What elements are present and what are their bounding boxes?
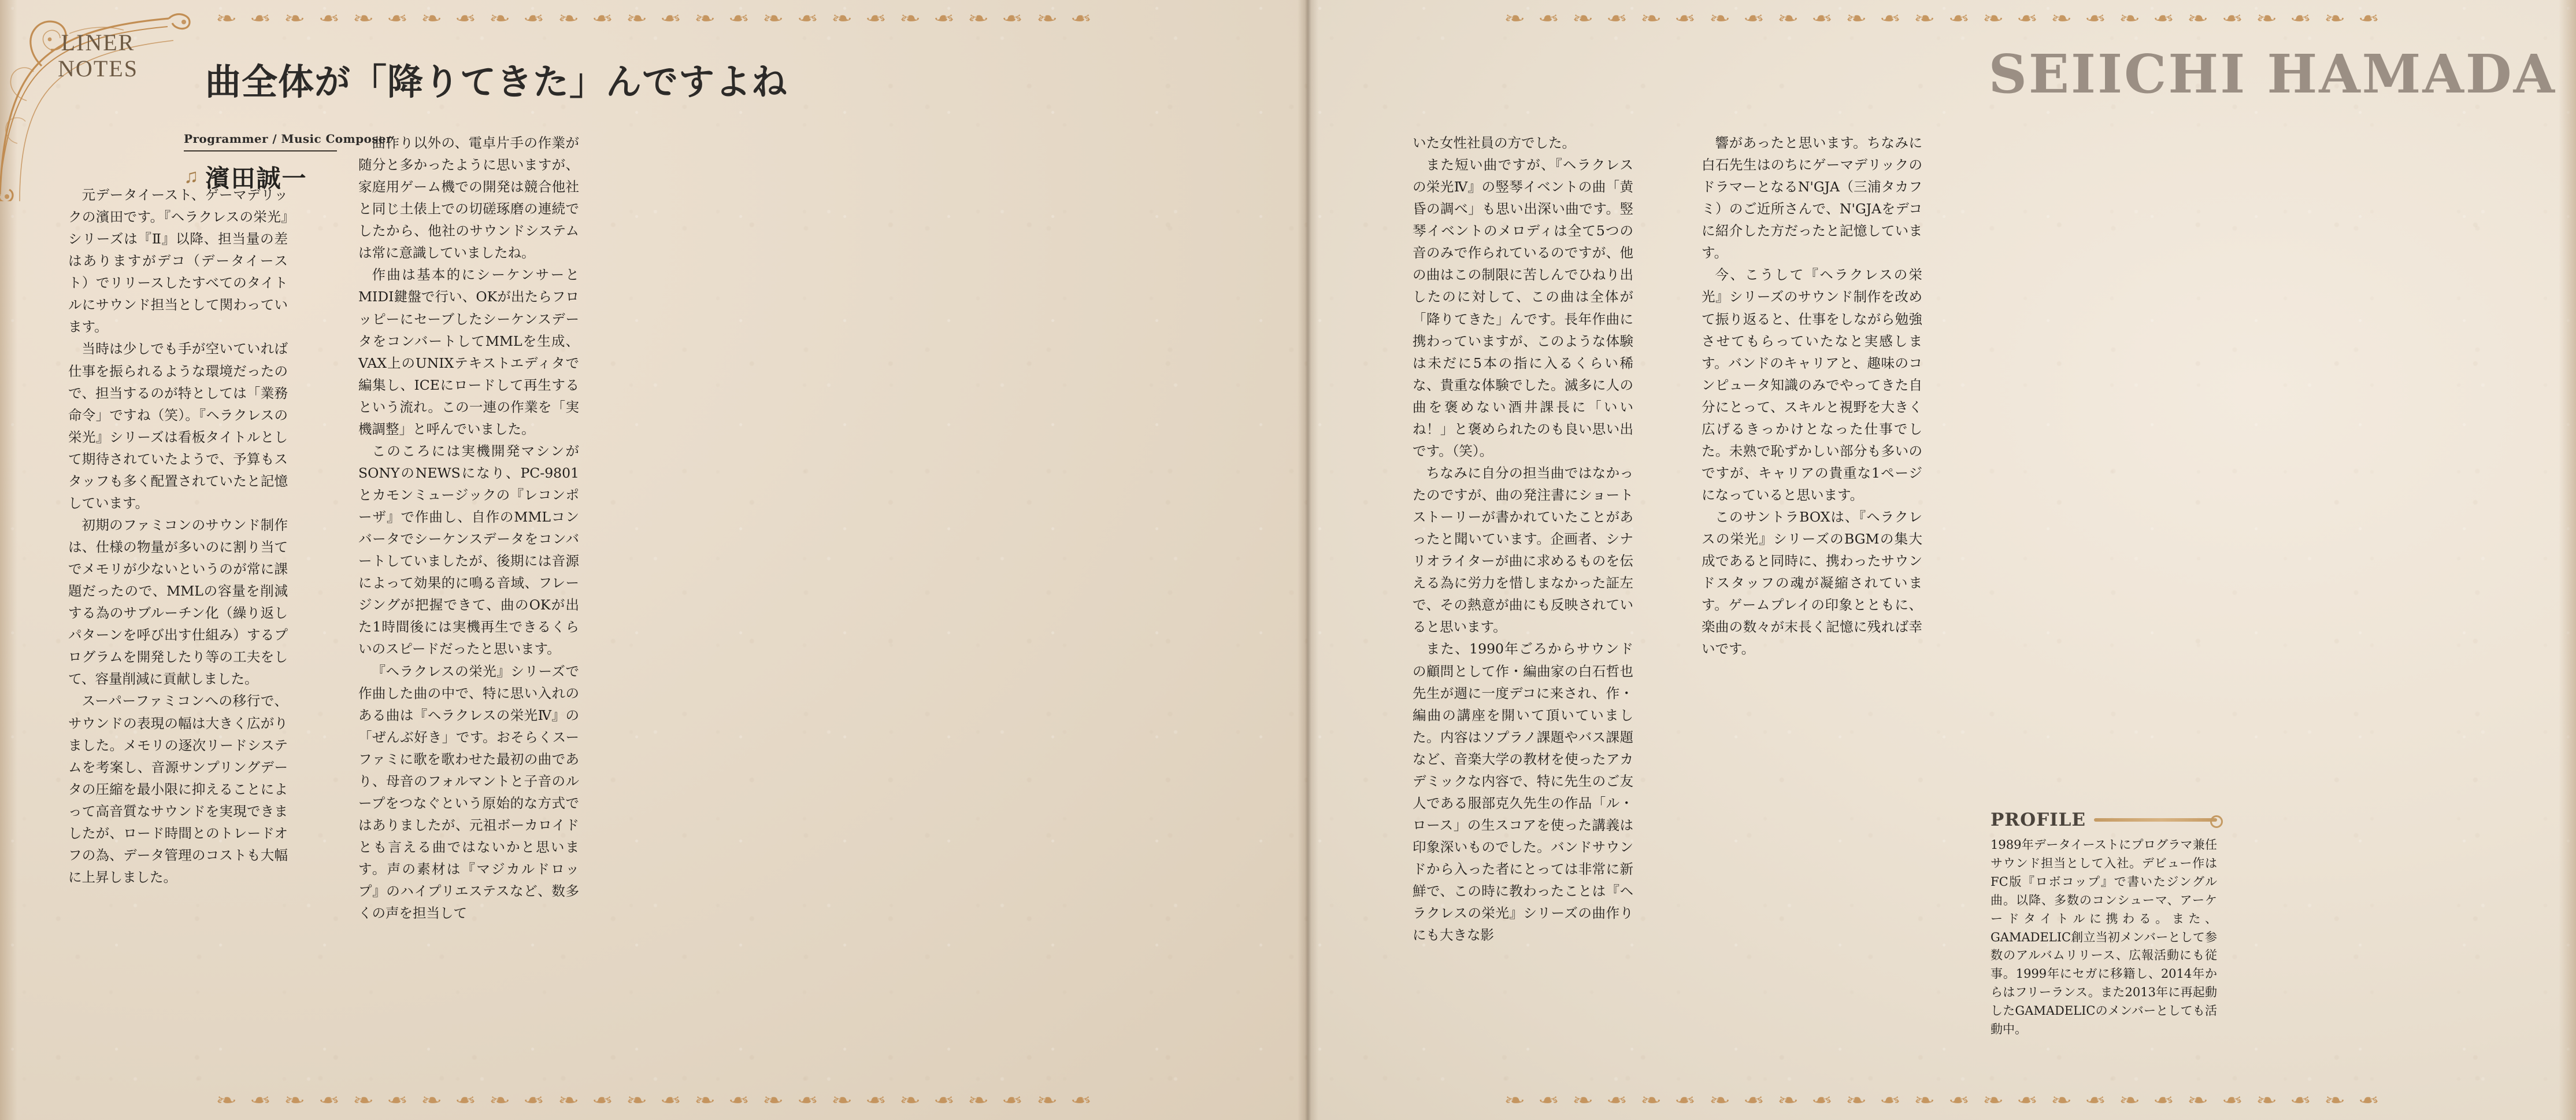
profile-body (1991, 836, 2217, 1039)
liner-notes-line-1: LINER (61, 29, 135, 56)
ornament-motif: ❧ (694, 9, 716, 28)
ornament-motif: ❧ (796, 1091, 818, 1110)
ornament-motif: ❧ (1948, 1091, 1970, 1110)
ornament-motif: ❧ (1777, 9, 1799, 28)
ornament-motif: ❧ (352, 1091, 375, 1110)
ornament-motif: ❧ (933, 1091, 955, 1110)
ornament-motif: ❧ (591, 1091, 614, 1110)
ornament-motif: ❧ (454, 1091, 477, 1110)
ornament-band-top-right (1307, 6, 2576, 32)
ornament-motif: ❧ (933, 9, 955, 28)
ornament-motif: ❧ (1571, 1091, 1594, 1110)
ornament-motif: ❧ (625, 9, 648, 28)
ornament-motif: ❧ (625, 1091, 648, 1110)
ornament-motif: ❧ (762, 1091, 784, 1110)
ornament-motif: ❧ (967, 1091, 989, 1110)
ornament-motif: ❧ (1002, 9, 1024, 28)
body-paragraph: 今、こうして『ヘラクレスの栄光』シリーズのサウンド制作を改めて振り返ると、仕事をしながら勉強させてもらっていたなと実感します。バンドのキャリアと、趣味のコンピュータ知識のみでやってきた自分にとって、スキルと視野を大きく広げるきっかけとなった仕事でした。未熟で恥ずかしい部分も多いのですが、キャリアの貴重な1ページになっていると思います。 (1702, 267, 1922, 503)
byline-author-name: 濱田誠一 (205, 164, 307, 193)
ornament-motif: ❧ (1879, 1091, 1902, 1110)
ornament-motif: ❧ (728, 1091, 750, 1110)
ornament-motif: ❧ (2358, 9, 2380, 28)
page-edge-shadow-right (2559, 0, 2576, 1120)
ornament-band-bottom-left (0, 1088, 1307, 1114)
ornament-motif: ❧ (591, 9, 614, 28)
article-headline: 曲全体が「降りてきた」んですよね (205, 61, 788, 103)
ornament-motif: ❧ (1914, 1091, 1936, 1110)
text-column-right-1 (1413, 132, 1633, 946)
body-paragraph: このころには実機開発マシンがSONYのNEWSになり、PC-9801とカモンミュージックの『レコンポーザ』で作曲し、自作のMMLコンバータでシーケンスデータをコンバートしていましたが、後期には音源によって効果的に鳴る音域、フレージングが把握できて、曲のOKが出た1時間後には実機再生できるくらいのスピードだったと思います。 (358, 442, 579, 657)
ornament-motif: ❧ (386, 9, 409, 28)
ornament-motif: ❧ (2358, 1091, 2380, 1110)
ornament-motif: ❧ (1879, 9, 1902, 28)
ornament-motif: ❧ (1982, 1091, 2004, 1110)
byline-role: Programmer / Music Composer (184, 132, 392, 146)
profile-block (1991, 809, 2217, 1039)
right-page (1307, 0, 2576, 1120)
ornament-motif: ❧ (2255, 1091, 2278, 1110)
ornament-motif: ❧ (1503, 1091, 1526, 1110)
ornament-motif: ❧ (2323, 9, 2346, 28)
ornament-motif: ❧ (2050, 9, 2073, 28)
ornament-motif: ❧ (215, 1091, 238, 1110)
ornament-motif: ❧ (318, 9, 340, 28)
ornament-motif: ❧ (420, 9, 443, 28)
ornament-motif: ❧ (318, 1091, 340, 1110)
ornament-motif: ❧ (2153, 1091, 2175, 1110)
ornament-motif: ❧ (1743, 1091, 1765, 1110)
ornament-motif: ❧ (2084, 1091, 2107, 1110)
ornament-motif: ❧ (1640, 1091, 1662, 1110)
ornament-motif: ❧ (2187, 1091, 2209, 1110)
body-paragraph: いた女性社員の方でした。 (1413, 135, 1576, 151)
ornament-motif: ❧ (2289, 1091, 2312, 1110)
ornament-motif: ❧ (250, 1091, 272, 1110)
ornament-motif: ❧ (1811, 1091, 1833, 1110)
ornament-motif: ❧ (1674, 1091, 1696, 1110)
body-paragraph: 当時は少しでも手が空いていれば仕事を振られるような環境だったので、担当するのが特としては「業務命令」ですね（笑）。『ヘラクレスの栄光』シリーズは看板タイトルとして期待されていたようで、予算もスタッフも多く配置されていたと記憶しています。 (68, 341, 288, 511)
ornament-motif: ❧ (659, 1091, 682, 1110)
ornament-motif: ❧ (1002, 1091, 1024, 1110)
artist-name-title: SEIICHI HAMADA (1988, 43, 2556, 105)
ornament-motif: ❧ (1503, 9, 1526, 28)
ornament-motif: ❧ (352, 9, 375, 28)
ornament-motif: ❧ (1571, 9, 1594, 28)
byline-divider (184, 150, 337, 151)
body-paragraph: 曲作り以外の、電卓片手の作業が随分と多かったように思いますが、家庭用ゲーム機での開発は競合他社と同じ土俵上での切磋琢磨の連続でしたから、他社のサウンドシステムは常に意識していましたね。 (358, 135, 579, 261)
ornament-motif: ❧ (2221, 9, 2244, 28)
ornament-motif: ❧ (250, 9, 272, 28)
ornament-motif: ❧ (1640, 9, 1662, 28)
ornament-motif: ❧ (2118, 9, 2141, 28)
ornament-motif: ❧ (2153, 9, 2175, 28)
ornament-motif: ❧ (2050, 1091, 2073, 1110)
profile-text: 1989年データイーストにプログラマ兼任サウンド担当として入社。デビュー作はFC版『ロボコップ』で書いたジングル曲。以降、多数のコンシューマ、アーケードタイトルに携わる。また、GAMADELIC創立当初メンバーとして参数のアルバムリリース、広報活動にも従事。1999年にセガに移籍し、2014年からはフリーランス。また2013年に再起動したGAMADELICのメンバーとしても活動中。 (1991, 838, 2217, 1037)
body-paragraph: このサントラBOXは、『ヘラクレスの栄光』シリーズのBGMの集大成であると同時に、携わったサウンドスタッフの魂が凝縮されています。ゲームプレイの印象とともに、楽曲の数々が末長く記憶に残れば幸いです。 (1702, 509, 1922, 657)
profile-title: PROFILE (1991, 809, 2086, 830)
byline-name-row (184, 160, 337, 194)
ornament-motif: ❧ (215, 9, 238, 28)
ornament-motif: ❧ (2323, 1091, 2346, 1110)
ornament-motif: ❧ (1743, 9, 1765, 28)
ornament-motif: ❧ (489, 9, 511, 28)
ornament-motif: ❧ (1036, 9, 1058, 28)
ornament-motif: ❧ (2118, 1091, 2141, 1110)
ornament-motif: ❧ (523, 1091, 545, 1110)
ornament-motif: ❧ (1537, 1091, 1560, 1110)
ornament-motif: ❧ (694, 1091, 716, 1110)
liner-notes-badge (36, 30, 160, 82)
ornament-motif: ❧ (1070, 9, 1092, 28)
ornament-motif: ❧ (1070, 1091, 1092, 1110)
ornament-motif: ❧ (899, 9, 921, 28)
ornament-motif: ❧ (865, 1091, 887, 1110)
ornament-motif: ❧ (1845, 9, 1867, 28)
ornament-motif: ❧ (386, 1091, 409, 1110)
body-paragraph: 作曲は基本的にシーケンサーとMIDI鍵盤で行い、OKが出たらフロッピーにセーブしたシーケンスデータをコンバートしてMMLを生成、VAX上のUNIXテキストエディタで編集し、ICEにロードして再生するという流れ。この一連の作業を「実機調整」と呼んでいました。 (358, 267, 579, 437)
ornament-motif: ❧ (1845, 1091, 1867, 1110)
body-paragraph: ちなみに自分の担当曲ではなかったのですが、曲の発注書にショートストーリーが書かれていたことがあったと聞いています。企画者、シナリオライターが曲に求めるものを伝える為に労力を惜しまなかった証左で、その熱意が曲にも反映されていると思います。 (1413, 464, 1633, 635)
text-column-right-2 (1702, 132, 1922, 660)
ornament-motif: ❧ (1708, 9, 1730, 28)
ornament-motif: ❧ (2016, 9, 2038, 28)
ornament-motif: ❧ (831, 1091, 853, 1110)
ornament-motif: ❧ (557, 1091, 580, 1110)
body-paragraph: 響があったと思います。ちなみに白石先生はのちにゲーマデリックのドラマーとなるN'GJA（三浦タカフミ）のご近所さんで、N'GJAをデコに紹介した方だったと記憶しています。 (1702, 135, 1922, 261)
ornament-motif: ❧ (1811, 9, 1833, 28)
ornament-motif: ❧ (1777, 1091, 1799, 1110)
ornament-motif: ❧ (1606, 9, 1628, 28)
ornament-motif: ❧ (865, 9, 887, 28)
text-column-left-1 (68, 184, 288, 888)
ornament-motif: ❧ (762, 9, 784, 28)
ornament-motif: ❧ (899, 1091, 921, 1110)
ornament-motif: ❧ (2084, 9, 2107, 28)
ornament-motif: ❧ (2187, 9, 2209, 28)
ornament-motif: ❧ (659, 9, 682, 28)
ornament-motif: ❧ (796, 9, 818, 28)
ornament-band-bottom-right (1307, 1088, 2576, 1114)
body-paragraph: 元データイースト、ゲーマデリックの濱田です。『ヘラクレスの栄光』シリーズは『Ⅱ』以降、担当量の差はありますがデコ（データイースト）でリリースしたすべてのタイトルにサウンド担当として関わっています。 (68, 187, 288, 335)
ornament-motif: ❧ (284, 1091, 306, 1110)
body-paragraph: 初期のファミコンのサウンド制作は、仕様の物量が多いのに割り当てでメモリが少ないというのが常に課題だったので、MMLの容量を削減する為のサブルーチン化（繰り返しパターンを呼び出す仕組み）するプログラムを開発したり等の工夫をして、容量削減に貢献しました。 (68, 516, 288, 687)
ornament-motif: ❧ (1674, 9, 1696, 28)
profile-header (1991, 809, 2217, 830)
ornament-motif: ❧ (1982, 9, 2004, 28)
ornament-motif: ❧ (420, 1091, 443, 1110)
liner-notes-line-2: NOTES (58, 55, 138, 82)
profile-divider (2094, 818, 2217, 822)
body-paragraph: また、1990年ごろからサウンドの顧問として作・編曲家の白石哲也先生が週に一度デコに来され、作・編曲の講座を開いて頂いていました。内容はソプラノ課題やバス課題など、音楽大学の教材を使ったアカデミックな内容で、特に先生のご友人である服部克久先生の作品「ル・ロース」の生スコアを使った講義は印象深いものでした。バンドサウンドから入った者にとっては非常に新鮮で、この時に教わったことは『ヘラクレスの栄光』シリーズの曲作りにも大きな影 (1413, 641, 1633, 944)
ornament-motif: ❧ (831, 9, 853, 28)
ornament-motif: ❧ (2289, 9, 2312, 28)
ornament-motif: ❧ (523, 9, 545, 28)
ornament-motif: ❧ (728, 9, 750, 28)
ornament-motif: ❧ (2255, 9, 2278, 28)
ornament-motif: ❧ (2221, 1091, 2244, 1110)
body-paragraph: また短い曲ですが、『ヘラクレスの栄光Ⅳ』の竪琴イベントの曲「黄昏の調べ」も思い出深い曲です。竪琴イベントのメロディは全て5つの音のみで作られているのですが、他の曲はこの制限に苦しんでひねり出したのに対して、この曲は全体が「降りてきた」んです。長年作曲に携わっていますが、このような体験は未だに5本の指に入るくらい稀な、貴重な体験でした。滅多に人の曲を褒めない酒井課長に「いいね！」と褒められたのも良い思い出です。（笑）。 (1413, 157, 1633, 459)
byline-block (184, 132, 392, 194)
ornament-motif: ❧ (284, 9, 306, 28)
ornament-motif: ❧ (1948, 9, 1970, 28)
ornament-motif: ❧ (1537, 9, 1560, 28)
ornament-motif: ❧ (454, 9, 477, 28)
body-paragraph: スーパーファミコンへの移行で、サウンドの表現の幅は大きく広がりました。メモリの逐次リードシステムを考案し、音源サンプリングデータの圧縮を最小限に抑えることによって高音質なサウンドを実現できましたが、ロード時間とのトレードオフの為、データ管理のコストも大幅に上昇しました。 (68, 693, 288, 885)
ornament-motif: ❧ (1606, 1091, 1628, 1110)
ornament-motif: ❧ (967, 9, 989, 28)
music-note-icon: ♫ (184, 166, 199, 187)
ornament-motif: ❧ (1708, 1091, 1730, 1110)
ornament-motif: ❧ (1036, 1091, 1058, 1110)
ornament-motif: ❧ (1914, 9, 1936, 28)
ornament-motif: ❧ (489, 1091, 511, 1110)
body-paragraph: 『ヘラクレスの栄光』シリーズで作曲した曲の中で、特に思い入れのある曲は『ヘラクレスの栄光Ⅳ』の「ぜんぶ好き」です。おそらくスーファミに歌を歌わせた最初の曲であり、母音のフォルマントと子音のループをつなぐという原始的な方式ではありましたが、元祖ボーカロイドとも言える曲ではないかと思います。声の素材は『マジカルドロップ』のハイプリエステスなど、数多くの声を担当して (358, 663, 579, 922)
ornament-motif: ❧ (557, 9, 580, 28)
ornament-motif: ❧ (2016, 1091, 2038, 1110)
text-column-left-2 (358, 132, 579, 924)
